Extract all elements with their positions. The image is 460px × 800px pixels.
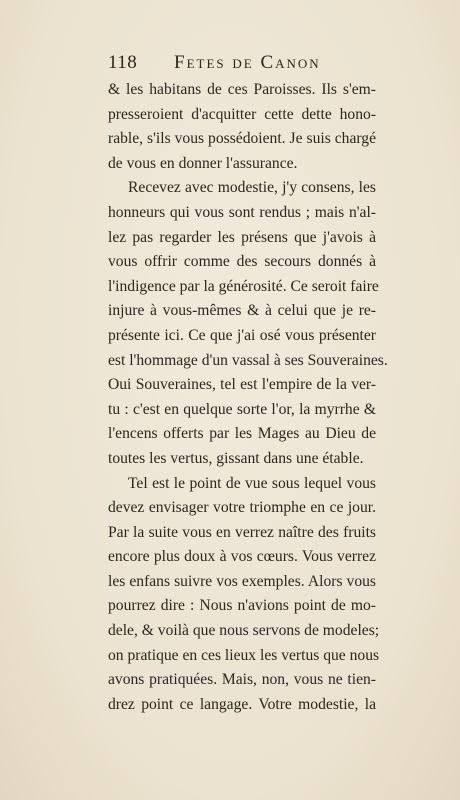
text-line: est l'hommage d'un vassal à ses Souveraines. [108, 351, 388, 369]
text-line: l'indigence par la générosité. Ce seroit faire [108, 277, 379, 295]
text-line: honneurs qui vous sont rendus ; mais n'al- [108, 203, 376, 221]
text-line: tu : c'est en quelque sorte l'or, la myrrhe & [108, 400, 376, 418]
text-line: présente ici. Ce que j'ai osé vous présenter [108, 326, 376, 344]
text-line: de vous en donner l'assurance. [108, 154, 298, 172]
text-line: Recevez avec modestie, j'y consens, les [128, 179, 376, 197]
text-line: pourrez dire : Nous n'avions point de mo- [108, 597, 376, 615]
text-line: rable, s'ils vous possédoient. Je suis chargé [108, 130, 376, 148]
text-line: lez pas regarder les présens que j'avois à [108, 228, 376, 246]
text-line: injure à vous-mêmes & à celui que je re- [108, 302, 376, 320]
page-header [108, 52, 378, 78]
text-line: les enfans suivre vos exemples. Alors vous [108, 572, 376, 590]
text-line: vous offrir comme des secours donnés à [108, 253, 376, 271]
text-line: devez envisager votre triomphe en ce jour. [108, 499, 376, 517]
text-line: avons pratiquées. Mais, non, vous ne tien- [108, 671, 376, 689]
text-line: Par la suite vous en verrez naître des fruits [108, 523, 376, 541]
text-line: encore plus doux à vos cœurs. Vous verrez [108, 548, 376, 566]
text-line: toutes les vertus, gissant dans une étable. [108, 449, 364, 467]
running-title: Fetes de Canon [174, 52, 321, 73]
text-line: presseroient d'acquitter cette dette hono- [108, 105, 376, 123]
text-line: drez point ce langage. Votre modestie, la [108, 695, 376, 713]
text-line: on pratique en ces lieux les vertus que nous [108, 646, 380, 664]
text-line: l'encens offerts par les Mages au Dieu de [108, 425, 376, 443]
text-line: Tel est le point de vue sous lequel vous [128, 474, 376, 492]
text-line: Oui Souveraines, tel est l'empire de la ver- [108, 376, 376, 394]
text-line: dele, & voilà que nous servons de modeles; [108, 622, 380, 640]
page-number: 118 [108, 52, 138, 73]
text-line: & les habitans de ces Paroisses. Ils s'em- [108, 81, 376, 98]
body-text [108, 78, 388, 717]
